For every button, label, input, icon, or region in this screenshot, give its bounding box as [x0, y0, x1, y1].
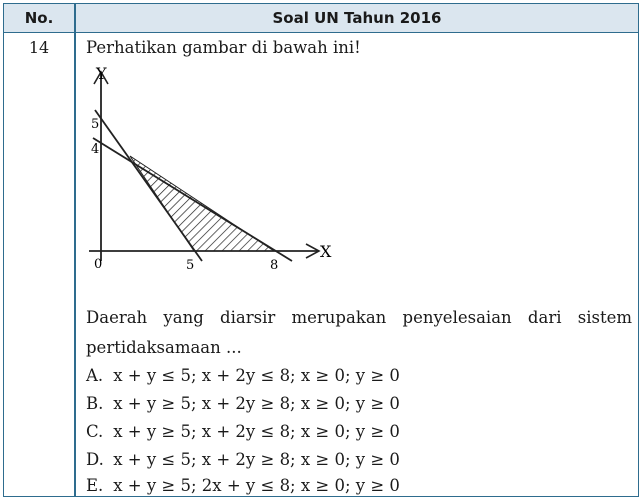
question-prompt: Perhatikan gambar di bawah ini! — [86, 38, 361, 57]
option-e-label: E. — [86, 476, 104, 495]
question-text-line2: pertidaksamaan ... — [86, 338, 242, 357]
option-a-text: x + y ≤ 5; x + 2y ≤ 8; x ≥ 0; y ≥ 0 — [113, 366, 400, 385]
origin-label: 0 — [94, 257, 103, 272]
option-c-text: x + y ≥ 5; x + 2y ≤ 8; x ≥ 0; y ≥ 0 — [113, 422, 400, 441]
option-d-text: x + y ≤ 5; x + 2y ≥ 8; x ≥ 0; y ≥ 0 — [113, 450, 400, 469]
option-d-label: D. — [86, 450, 104, 469]
x-tick-5: 5 — [186, 258, 195, 273]
line-x-plus-y-5 — [95, 110, 202, 261]
inequality-graph — [84, 66, 344, 276]
question-table — [3, 3, 639, 497]
question-number: 14 — [28, 38, 50, 57]
question-text-line1: Daerah yang diarsir merupakan penyelesaian dari sistem — [86, 308, 632, 327]
option-e-text: x + y ≥ 5; 2x + y ≤ 8; x ≥ 0; y ≥ 0 — [113, 476, 400, 495]
y-tick-5: 5 — [91, 117, 100, 132]
x-tick-8: 8 — [270, 258, 279, 273]
header-title: Soal UN Tahun 2016 — [272, 9, 442, 27]
option-b-label: B. — [86, 394, 104, 413]
axis-y-label: Y — [96, 66, 107, 83]
header-no: No. — [24, 9, 54, 27]
y-tick-4: 4 — [91, 142, 100, 157]
column-divider — [74, 4, 76, 496]
option-b — [86, 390, 400, 418]
option-a-label: A. — [86, 366, 104, 385]
option-c-label: C. — [86, 422, 104, 441]
option-b-text: x + y ≥ 5; x + 2y ≥ 8; x ≥ 0; y ≥ 0 — [113, 394, 400, 413]
option-d — [86, 446, 400, 474]
option-a — [86, 362, 400, 390]
axis-x-label: X — [320, 242, 332, 261]
option-e — [86, 472, 400, 500]
option-c — [86, 418, 400, 446]
